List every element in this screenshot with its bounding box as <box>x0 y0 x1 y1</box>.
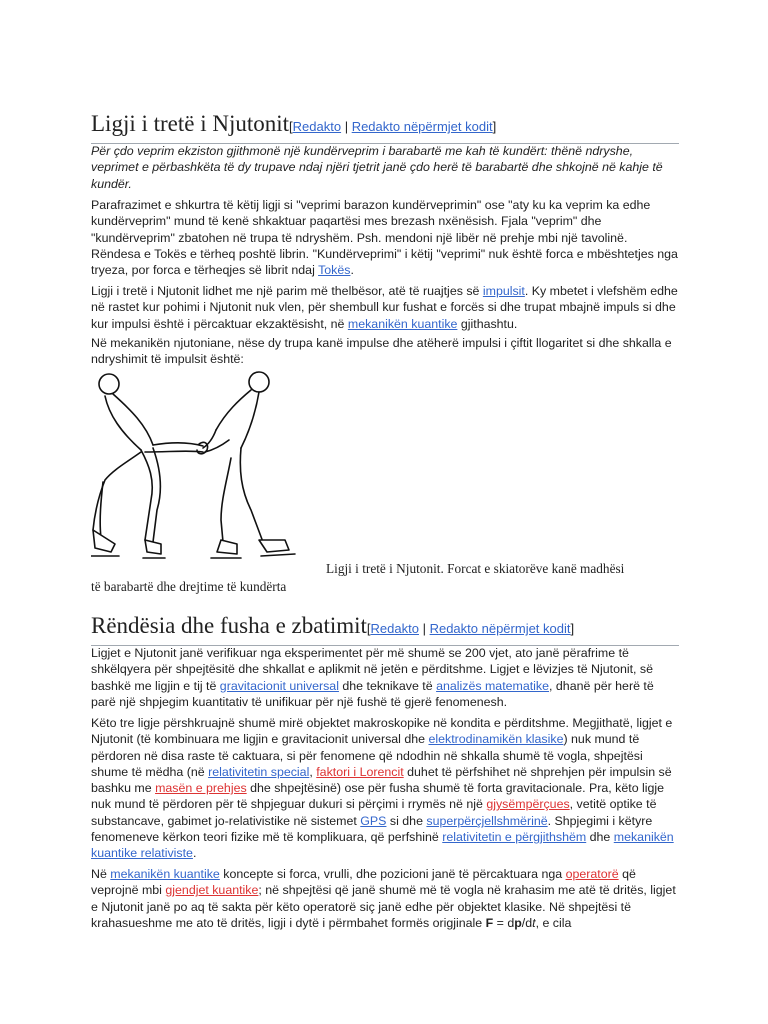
edit-source-link[interactable]: Redakto nëpërmjet kodit <box>429 621 571 636</box>
edit-links: [Redakto | Redakto nëpërmjet kodit] <box>366 621 575 636</box>
paragraph-paraphrase: Parafrazimet e shkurtra të këtij ligji si "veprimi barazon kundërveprimin" ose "aty ku ka veprim ka edhe kundërveprim" mund të kenë shkaktuar paqartësi mes brezash nxënësish. Fjala "veprim" dhe "kundërveprim" zbatohen në trupa të ndryshëm. Psh. mendoni një libër në prehje mbi një tavolinë. Rëndesa e Tokës e tërheq poshtë librin. "Kundërveprimi" i këtij "veprimi" nuk është forca e mbështetjes nga tryeza, por forca e tërheqjes së librit ndaj Tokës. <box>91 198 678 278</box>
link-tokes[interactable]: Tokës <box>318 263 351 278</box>
paragraph-newtonian: Në mekanikën njutoniane, nëse dy trupa kanë impulse dhe atëherë impulsi i çiftit llogaritet si dhe shkalla e ndryshimit të impulsit është: <box>91 336 672 367</box>
section-heading-importance <box>91 612 679 646</box>
edit-link[interactable]: Redakto <box>370 621 419 636</box>
link-mekaniken-kuantike-2[interactable]: mekanikën kuantike <box>110 867 220 881</box>
edit-link[interactable]: Redakto <box>292 119 342 134</box>
section-heading-third-law <box>91 110 679 144</box>
link-superpercjellshmerine[interactable]: superpërçjellshmërinë <box>426 813 548 828</box>
skaters-drawing <box>91 370 326 570</box>
link-gjysemprecues[interactable]: gjysëmpërçues <box>486 797 570 812</box>
link-operatore[interactable]: operatorë <box>565 867 619 881</box>
link-masen-e-prehjes[interactable]: masën e prehjes <box>155 781 247 796</box>
link-mekaniken-kuantike[interactable]: mekanikën kuantike <box>347 316 458 331</box>
section-title: Ligji i tretë i Njutonit <box>91 111 290 136</box>
link-relativitetin-e-pergjithshem[interactable]: relativitetin e përgjithshëm <box>442 830 587 845</box>
formula-t: t <box>532 915 536 930</box>
paragraph-verification: Ligjet e Njutonit janë verifikuar nga eksperimentet për më shumë se 200 vjet, ato janë përafrime të shkëlqyera për shpejtësitë dhe shkallat e aplikmit në jetën e përditshme. Ligjet e lëvizjes të Njutonit, së bashkë me ligjin e tij të gravitacionit universal dhe teknikave të analizës matematike, dhanë për herë të parë një shpjegim kuantitativ të unifikuar për një fushë të gjerë fenomenesh. <box>91 646 654 709</box>
paragraph-quantum: Në mekanikën kuantike koncepte si forca, vrulli, dhe pozicioni janë të përcaktuara nga operatorë që veprojnë mbi gjendjet kuantike; në shpejtësi që janë shumë më të vogla në krahasim me atë të dritës, ligjet e Njutonit janë po aq të sakta për këto operatorë siç janë edhe për objektet klasike. Në shpejtësi të krahasueshme me ato të dritës, ligji i dytë i përmbahet formës origjinale F = dp/dt, e cila <box>91 867 676 930</box>
formula-p: p <box>514 915 522 930</box>
link-impulsit[interactable]: impulsit <box>482 284 525 298</box>
law-statement: Për çdo veprim ekziston gjithmonë një kundërveprim i barabartë me kah të kundërt: thënë ndryshe, veprimet e përbashkëta të dy trupave ndaj njëri tjetrit janë çdo herë të barabartë dhe shkojnë në kahje të kundër. <box>91 144 663 191</box>
formula-f: F <box>485 915 494 930</box>
link-gps[interactable]: GPS <box>360 813 387 828</box>
link-relativitetin-special[interactable]: relativitetin special <box>208 764 310 779</box>
edit-links: [Redakto | Redakto nëpërmjet kodit] <box>289 119 497 134</box>
paragraph-momentum: Ligji i tretë i Njutonit lidhet me një parim më thelbësor, atë të ruajtjes së impulsit. Ky mbetet i vlefshëm edhe në rastet kur pohimi i Njutonit nuk vlen, për shembull kur fushat e forcës si dhe trupat mbajnë impuls si dhe kur impulsi është i përcaktuar ekzaktësisht, në mekanikën kuantike gjithashtu. <box>91 284 678 331</box>
edit-source-link[interactable]: Redakto nëpërmjet kodit <box>351 119 493 134</box>
link-analizes-matematike[interactable]: analizës matematike <box>436 678 550 693</box>
link-gjendjet-kuantike[interactable]: gjendjet kuantike <box>165 883 259 898</box>
link-gravitacionit-universal[interactable]: gravitacionit universal <box>219 678 339 693</box>
paragraph-limits: Këto tre ligje përshkruajnë shumë mirë objektet makroskopike në kondita e përditshme. Megjithatë, ligjet e Njutonit (të kombinuara me ligjin e gravitacionit universal dhe elektrodinamikën klasike) nuk mund të përdoren në disa raste të caktuara, si për fenomene që ndodhin në shkalla shumë të vogla, shpejtësi shume të mëdha (në relativitetin special, faktori i Lorencit duhet të përfshihet në shprehjen për impulsin së bashku me masën e prehjes dhe shpejtësinë) ose për fusha shumë të forta gravitacionale. Pra, këto ligje nuk mund të përdoren për të shpjeguar dukuri si përçimi i rrymës në një gjysëmpërçues, vetitë optike të substancave, gabimet jo-relativistike në sistemet GPS si dhe superpërçjellshmërinë. Shpjegimi i këtyre fenomeneve kërkon teori fizike më të komplikuara, që perfshinë relativitetin e përgjithshëm dhe mekanikën kuantike relativiste. <box>91 716 674 861</box>
link-elektrodinamiken-klasike[interactable]: elektrodinamikën klasike <box>428 732 564 747</box>
section-title: Rëndësia dhe fusha e zbatimit <box>91 613 367 638</box>
skaters-illustration <box>91 370 326 570</box>
figure-caption: Ligji i tretë i Njutonit. Forcat e skiatorëve kanë madhësi të barabartë dhe drejtime të kundërta <box>91 561 625 594</box>
link-faktori-i-lorencit[interactable]: faktori i Lorencit <box>316 764 404 779</box>
link-mekaniken-kuantike-relativiste[interactable]: mekanikën kuantike relativiste <box>91 830 674 861</box>
